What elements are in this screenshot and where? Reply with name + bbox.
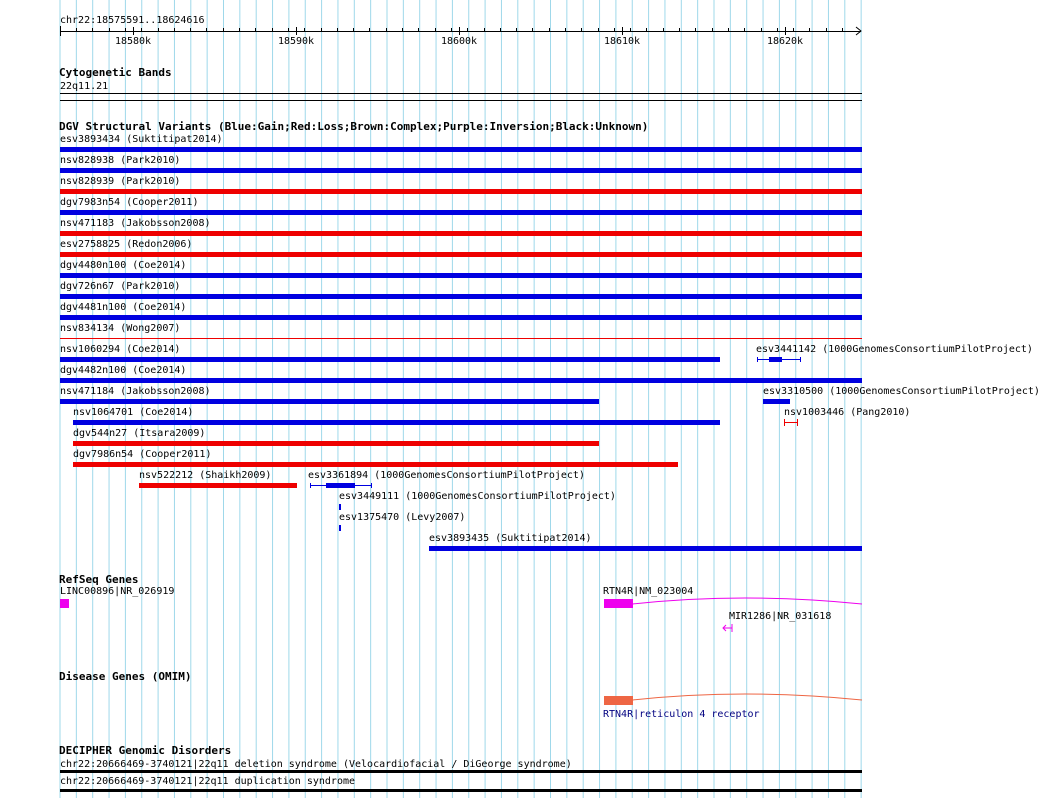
ruler-minor-tick: [679, 28, 680, 32]
variant-label[interactable]: dgv4482n100 (Coe2014): [60, 365, 187, 376]
variant-label[interactable]: dgv726n67 (Park2010): [60, 281, 181, 292]
ruler-minor-tick: [728, 28, 729, 32]
cytoband-bar-lower: [60, 100, 862, 101]
gene-label-rtn4r[interactable]: RTN4R|NM_023004: [603, 586, 694, 597]
decipher-duplication-bar[interactable]: [60, 789, 862, 792]
variant-bar[interactable]: [73, 441, 599, 446]
ruler-minor-tick: [158, 28, 159, 32]
ruler-minor-tick: [321, 28, 322, 32]
ruler-tick-label: 18580k: [114, 36, 152, 47]
ruler-minor-tick: [435, 28, 436, 32]
decipher-track-title: DECIPHER Genomic Disorders: [59, 744, 232, 757]
variant-label[interactable]: nsv828939 (Park2010): [60, 176, 181, 187]
variant-bar[interactable]: [784, 418, 800, 427]
gene-label-mir1286[interactable]: MIR1286|NR_031618: [729, 611, 832, 622]
variant-bar[interactable]: [60, 168, 862, 173]
ruler-minor-tick: [223, 28, 224, 32]
variant-bar[interactable]: [73, 462, 678, 467]
ruler-minor-tick: [369, 28, 370, 32]
ruler-minor-tick: [565, 28, 566, 32]
decipher-deletion-label[interactable]: chr22:20666469-3740121|22q11 deletion syndrome (Velocardiofacial / DiGeorge syndrome): [60, 759, 572, 770]
ruler-minor-tick: [793, 28, 794, 32]
dgv-track-title: DGV Structural Variants (Blue:Gain;Red:Loss;Brown:Complex;Purple:Inversion;Black:Unknown): [59, 120, 649, 133]
ruler-minor-tick: [304, 28, 305, 32]
variant-label[interactable]: dgv4481n100 (Coe2014): [60, 302, 187, 313]
ruler-axis: [60, 31, 861, 32]
decipher-duplication-label[interactable]: chr22:20666469-3740121|22q11 duplication syndrome: [60, 776, 356, 787]
variant-label[interactable]: nsv1064701 (Coe2014): [73, 407, 194, 418]
variant-bar[interactable]: [339, 504, 341, 510]
gene-linc00896[interactable]: [60, 599, 69, 608]
variant-label[interactable]: esv2758825 (Redon2006): [60, 239, 193, 250]
omim-gene-rtn4r-span[interactable]: [633, 692, 862, 704]
ruler-minor-tick: [614, 28, 615, 32]
ruler-minor-tick: [141, 28, 142, 32]
variant-label[interactable]: nsv1003446 (Pang2010): [784, 407, 911, 418]
ruler-minor-tick: [255, 28, 256, 32]
gene-mir1286[interactable]: [722, 623, 734, 633]
decipher-deletion-bar[interactable]: [60, 770, 862, 773]
ruler-tick: [133, 27, 134, 35]
ruler-tick: [296, 27, 297, 35]
ruler-minor-tick: [92, 28, 93, 32]
variant-bar[interactable]: [60, 357, 720, 362]
ruler-minor-tick: [695, 28, 696, 32]
variant-bar[interactable]: [429, 546, 862, 551]
ruler-minor-tick: [402, 28, 403, 32]
variant-bar[interactable]: [310, 481, 374, 490]
variant-label[interactable]: esv3441142 (1000GenomesConsortiumPilotProject): [756, 344, 1033, 355]
ruler-minor-tick: [288, 28, 289, 32]
variant-label[interactable]: nsv522212 (Shaikh2009): [139, 470, 272, 481]
variant-bar[interactable]: [763, 399, 790, 404]
variant-bar[interactable]: [60, 338, 862, 339]
ruler-minor-tick: [109, 28, 110, 32]
ruler-minor-tick: [744, 28, 745, 32]
ruler-minor-tick: [549, 28, 550, 32]
cytoband-label[interactable]: 22q11.21: [60, 81, 109, 92]
variant-bar[interactable]: [60, 315, 862, 320]
ruler-minor-tick: [842, 28, 843, 32]
variant-label[interactable]: dgv4480n100 (Coe2014): [60, 260, 187, 271]
ruler-minor-tick: [712, 28, 713, 32]
variant-label[interactable]: nsv471183 (Jakobsson2008): [60, 218, 211, 229]
variant-label[interactable]: nsv834134 (Wong2007): [60, 323, 181, 334]
ruler-minor-tick: [76, 28, 77, 32]
variant-bar[interactable]: [60, 210, 862, 215]
variant-label[interactable]: esv3893435 (Suktitipat2014): [429, 533, 592, 544]
variant-label[interactable]: esv1375470 (Levy2007): [339, 512, 466, 523]
variant-bar[interactable]: [60, 231, 862, 236]
ruler-minor-tick: [353, 28, 354, 32]
ruler-tick: [785, 27, 786, 35]
ruler-minor-tick: [190, 28, 191, 32]
ruler-minor-tick: [809, 28, 810, 32]
ruler-end-arrow: [852, 26, 864, 36]
variant-label[interactable]: esv3893434 (Suktitipat2014): [60, 134, 223, 145]
refseq-track-title: RefSeq Genes: [59, 573, 139, 586]
ruler-minor-tick: [826, 28, 827, 32]
ruler-minor-tick: [500, 28, 501, 32]
ruler-minor-tick: [646, 28, 647, 32]
ruler-minor-tick: [337, 28, 338, 32]
ruler-minor-tick: [125, 28, 126, 32]
gene-rtn4r-intron[interactable]: [633, 596, 862, 608]
variant-label[interactable]: esv3310500 (1000GenomesConsortiumPilotProject): [763, 386, 1040, 397]
ruler-minor-tick: [598, 28, 599, 32]
ruler-minor-tick: [761, 28, 762, 32]
ruler-tick-label: 18620k: [766, 36, 804, 47]
variant-bar[interactable]: [60, 378, 862, 383]
ruler-minor-tick: [467, 28, 468, 32]
omim-track-title: Disease Genes (OMIM): [59, 670, 192, 683]
variant-bar[interactable]: [60, 273, 862, 278]
variant-label[interactable]: nsv1060294 (Coe2014): [60, 344, 181, 355]
ruler-tick-label: 18600k: [440, 36, 478, 47]
variant-bar[interactable]: [757, 355, 803, 364]
locus-label: chr22:18575591..18624616: [60, 15, 205, 26]
ruler-start-tick: [60, 26, 61, 36]
ruler-minor-tick: [484, 28, 485, 32]
ruler-tick: [459, 27, 460, 35]
ruler-tick-label: 18590k: [277, 36, 315, 47]
ruler-minor-tick: [272, 28, 273, 32]
ruler-minor-tick: [451, 28, 452, 32]
variant-bar[interactable]: [60, 294, 862, 299]
variant-label[interactable]: nsv471184 (Jakobsson2008): [60, 386, 211, 397]
omim-gene-link[interactable]: RTN4R|reticulon 4 receptor: [603, 709, 760, 720]
variant-bar[interactable]: [73, 420, 720, 425]
variant-label[interactable]: nsv828938 (Park2010): [60, 155, 181, 166]
cytogenetic-track-title: Cytogenetic Bands: [59, 66, 172, 79]
ruler-minor-tick: [663, 28, 664, 32]
gene-rtn4r-exon[interactable]: [604, 599, 633, 608]
variant-bar[interactable]: [60, 399, 599, 404]
variant-bar[interactable]: [60, 147, 862, 152]
variant-bar[interactable]: [60, 189, 862, 194]
variant-label[interactable]: esv3449111 (1000GenomesConsortiumPilotProject): [339, 491, 616, 502]
ruler-minor-tick: [630, 28, 631, 32]
ruler-minor-tick: [777, 28, 778, 32]
ruler-minor-tick: [516, 28, 517, 32]
ruler-minor-tick: [418, 28, 419, 32]
ruler-minor-tick: [206, 28, 207, 32]
ruler-minor-tick: [386, 28, 387, 32]
ruler-tick-label: 18610k: [603, 36, 641, 47]
variant-label[interactable]: dgv7986n54 (Cooper2011): [73, 449, 212, 460]
cytoband-bar[interactable]: [60, 93, 862, 94]
variant-bar[interactable]: [339, 525, 341, 531]
variant-label[interactable]: dgv7983n54 (Cooper2011): [60, 197, 199, 208]
variant-label[interactable]: esv3361894 (1000GenomesConsortiumPilotProject): [308, 470, 585, 481]
ruler-tick: [622, 27, 623, 35]
ruler-minor-tick: [174, 28, 175, 32]
variant-label[interactable]: dgv544n27 (Itsara2009): [73, 428, 206, 439]
variant-bar[interactable]: [60, 252, 862, 257]
ruler-minor-tick: [581, 28, 582, 32]
variant-bar[interactable]: [139, 483, 297, 488]
ruler-minor-tick: [239, 28, 240, 32]
ruler-minor-tick: [532, 28, 533, 32]
gene-label-linc00896[interactable]: LINC00896|NR_026919: [60, 586, 175, 597]
omim-gene-rtn4r[interactable]: [604, 696, 633, 705]
